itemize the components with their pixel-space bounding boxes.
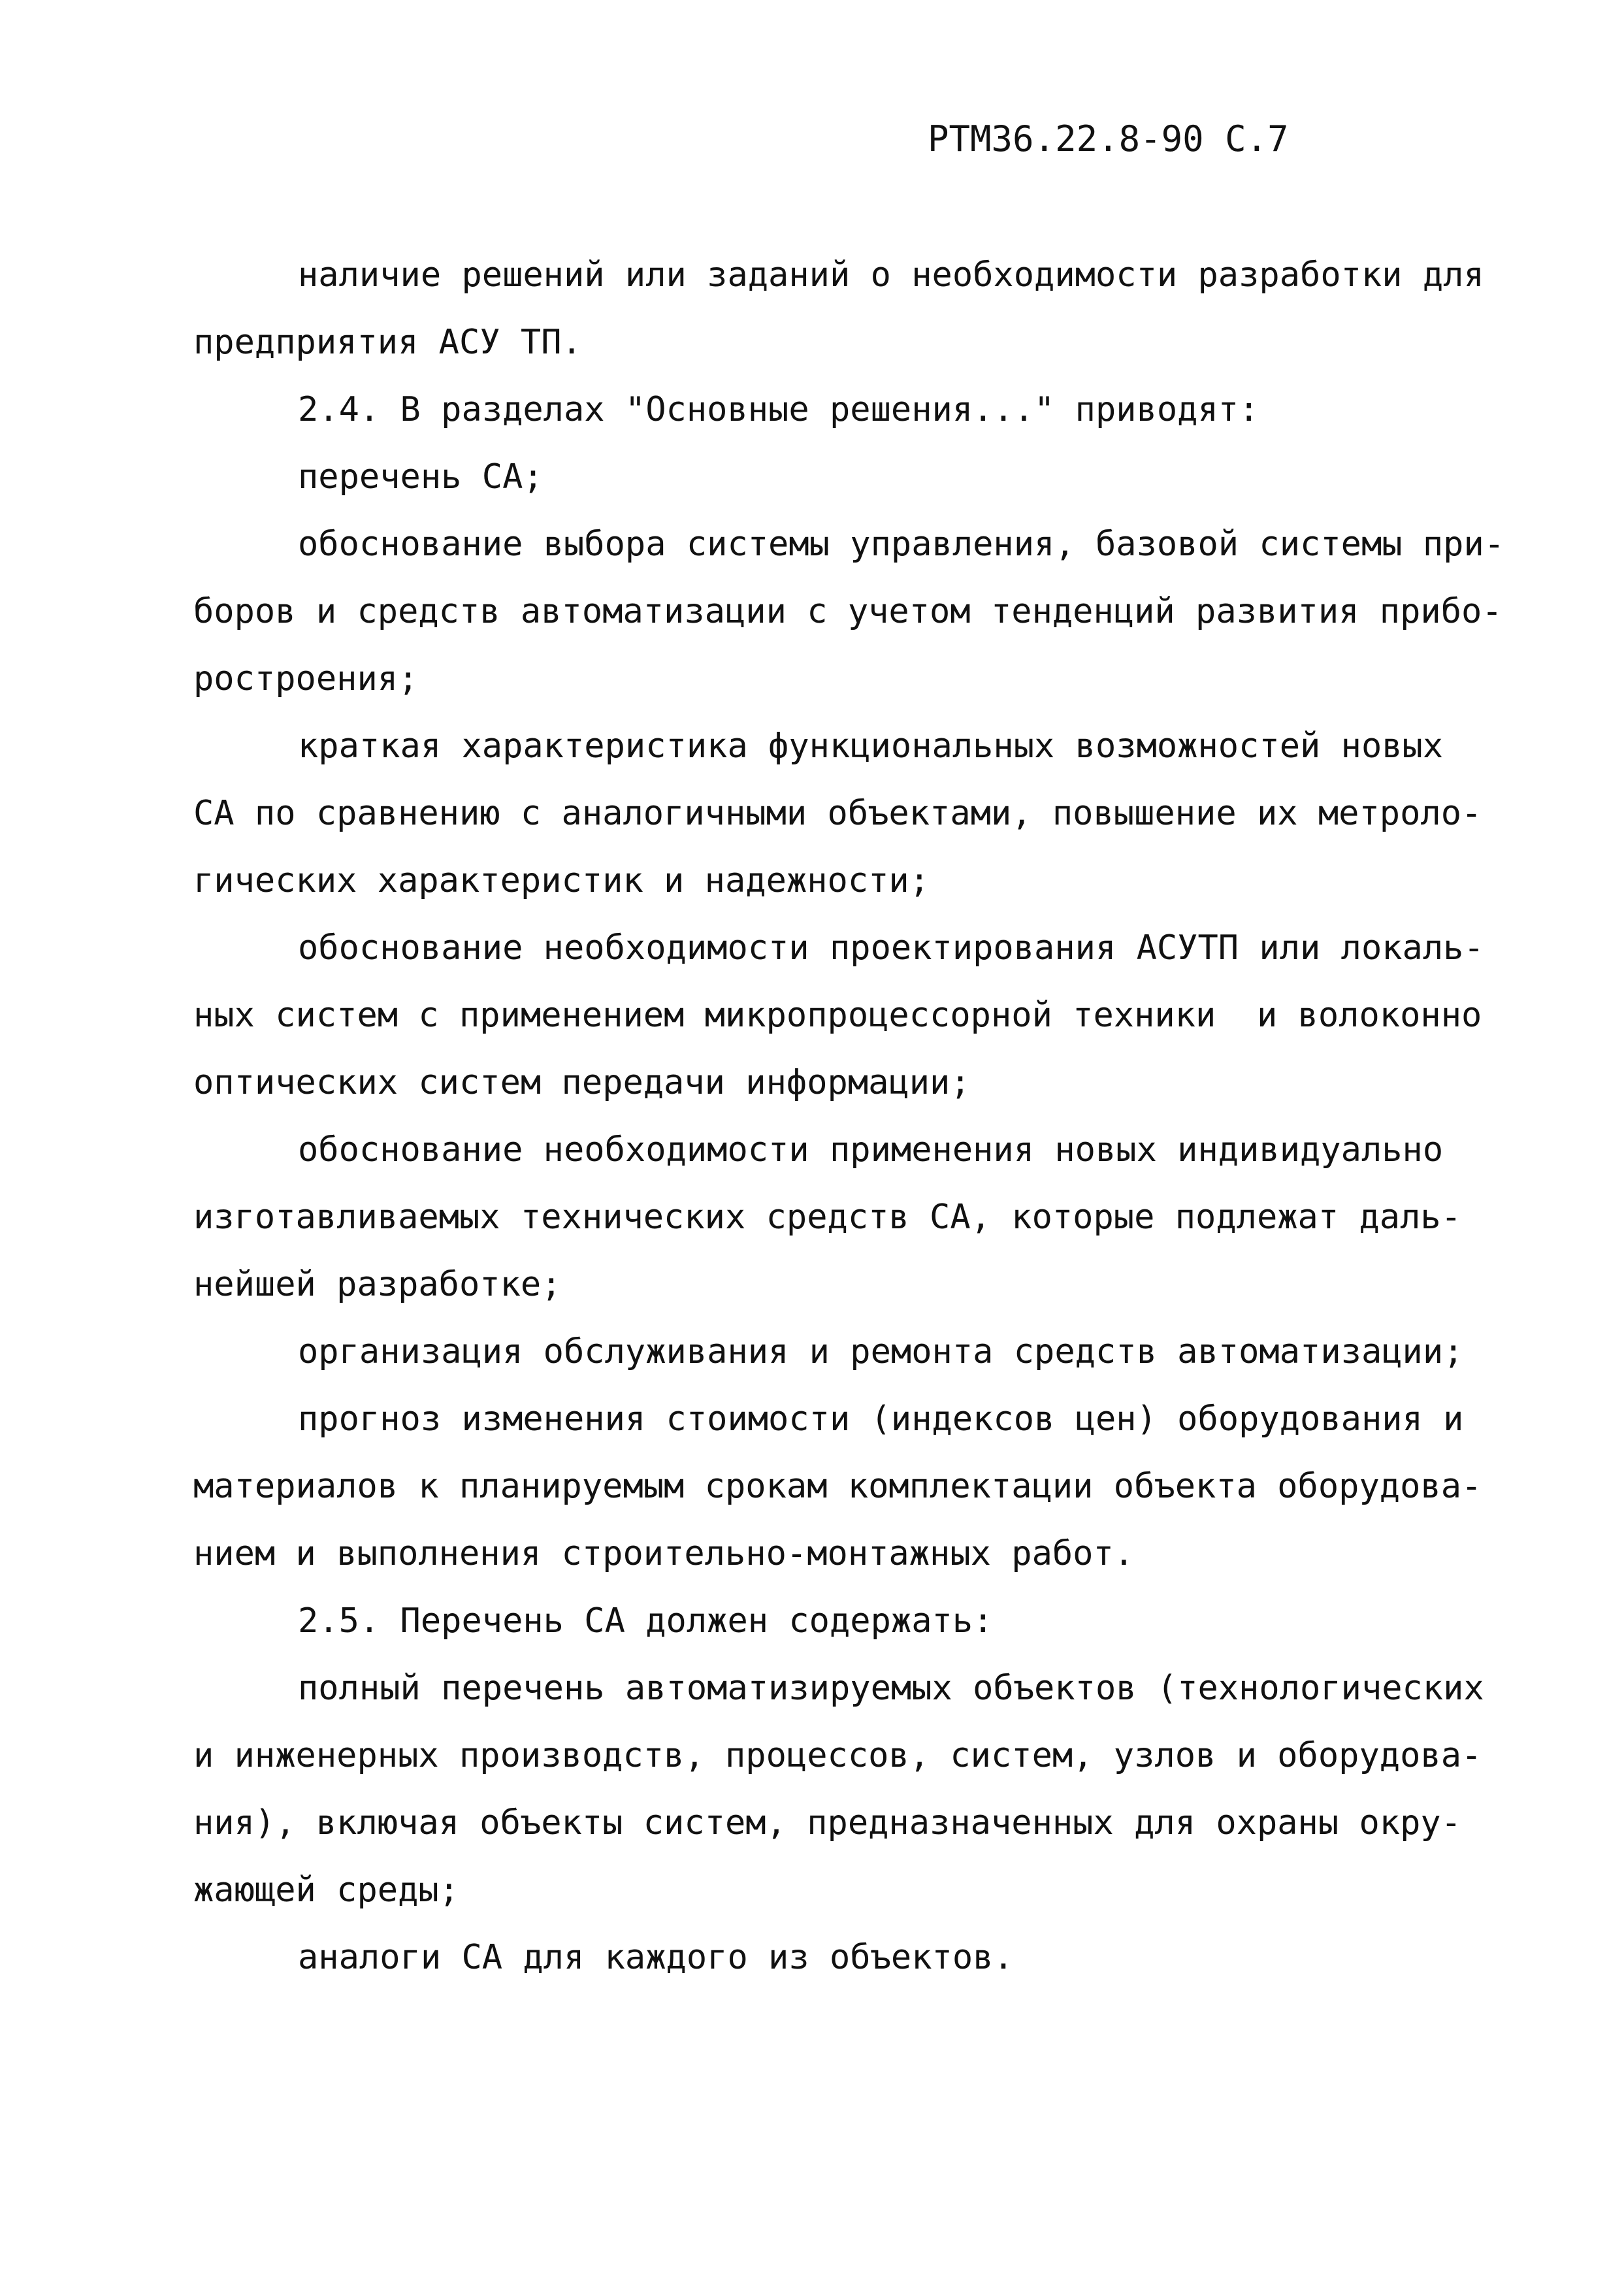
text-line: наличие решений или заданий о необходимости разработки для (298, 255, 1484, 295)
text-line: организация обслуживания и ремонта средств автоматизации; (298, 1332, 1464, 1371)
text-line: обоснование выбора системы управления, базовой системы при- (298, 525, 1505, 564)
text-line: нейшей разработке; (193, 1265, 562, 1304)
text-line: ния), включая объекты систем, предназначенных для охраны окру- (193, 1803, 1462, 1842)
body-text (193, 242, 1526, 1991)
text-line: изготавливаемых технических средств СА, которые подлежат даль- (193, 1198, 1462, 1237)
text-line: краткая характеристика функциональных возможностей новых (298, 727, 1444, 766)
text-line: ных систем с применением микропроцессорной техники и волоконно (193, 996, 1482, 1035)
text-line: полный перечень автоматизируемых объектов (технологических (298, 1669, 1484, 1708)
page-header-doc-ref: РТМ36.22.8-90 С.7 (928, 118, 1289, 159)
text-line: нием и выполнения строительно-монтажных работ. (193, 1534, 1135, 1573)
text-line: прогноз изменения стоимости (индексов цен) оборудования и (298, 1400, 1464, 1439)
text-line: и инженерных производств, процессов, систем, узлов и оборудова- (193, 1736, 1482, 1775)
text-line: гических характеристик и надежности; (193, 861, 930, 900)
text-line: обоснование необходимости проектирования АСУТП или локаль- (298, 928, 1484, 968)
text-line: СА по сравнению с аналогичными объектами, повышение их метроло- (193, 794, 1482, 833)
text-line: ростроения; (193, 659, 419, 698)
section-2-4-heading: 2.4. В разделах "Основные решения..." приводят: (298, 390, 1259, 429)
text-line: жающей среды; (193, 1871, 459, 1910)
text-line: материалов к планируемым срокам комплектации объекта оборудова- (193, 1467, 1482, 1506)
text-line: оптических систем передачи информации; (193, 1063, 971, 1102)
section-2-5-heading: 2.5. Перечень СА должен содержать: (298, 1601, 994, 1641)
text-line: боров и средств автоматизации с учетом тенденций развития прибо- (193, 592, 1502, 631)
text-line: аналоги СА для каждого из объектов. (298, 1938, 1014, 1977)
text-line: обоснование необходимости применения новых индивидуально (298, 1130, 1444, 1170)
text-line: предприятия АСУ ТП. (193, 323, 582, 362)
text-line: перечень СА; (298, 457, 544, 497)
